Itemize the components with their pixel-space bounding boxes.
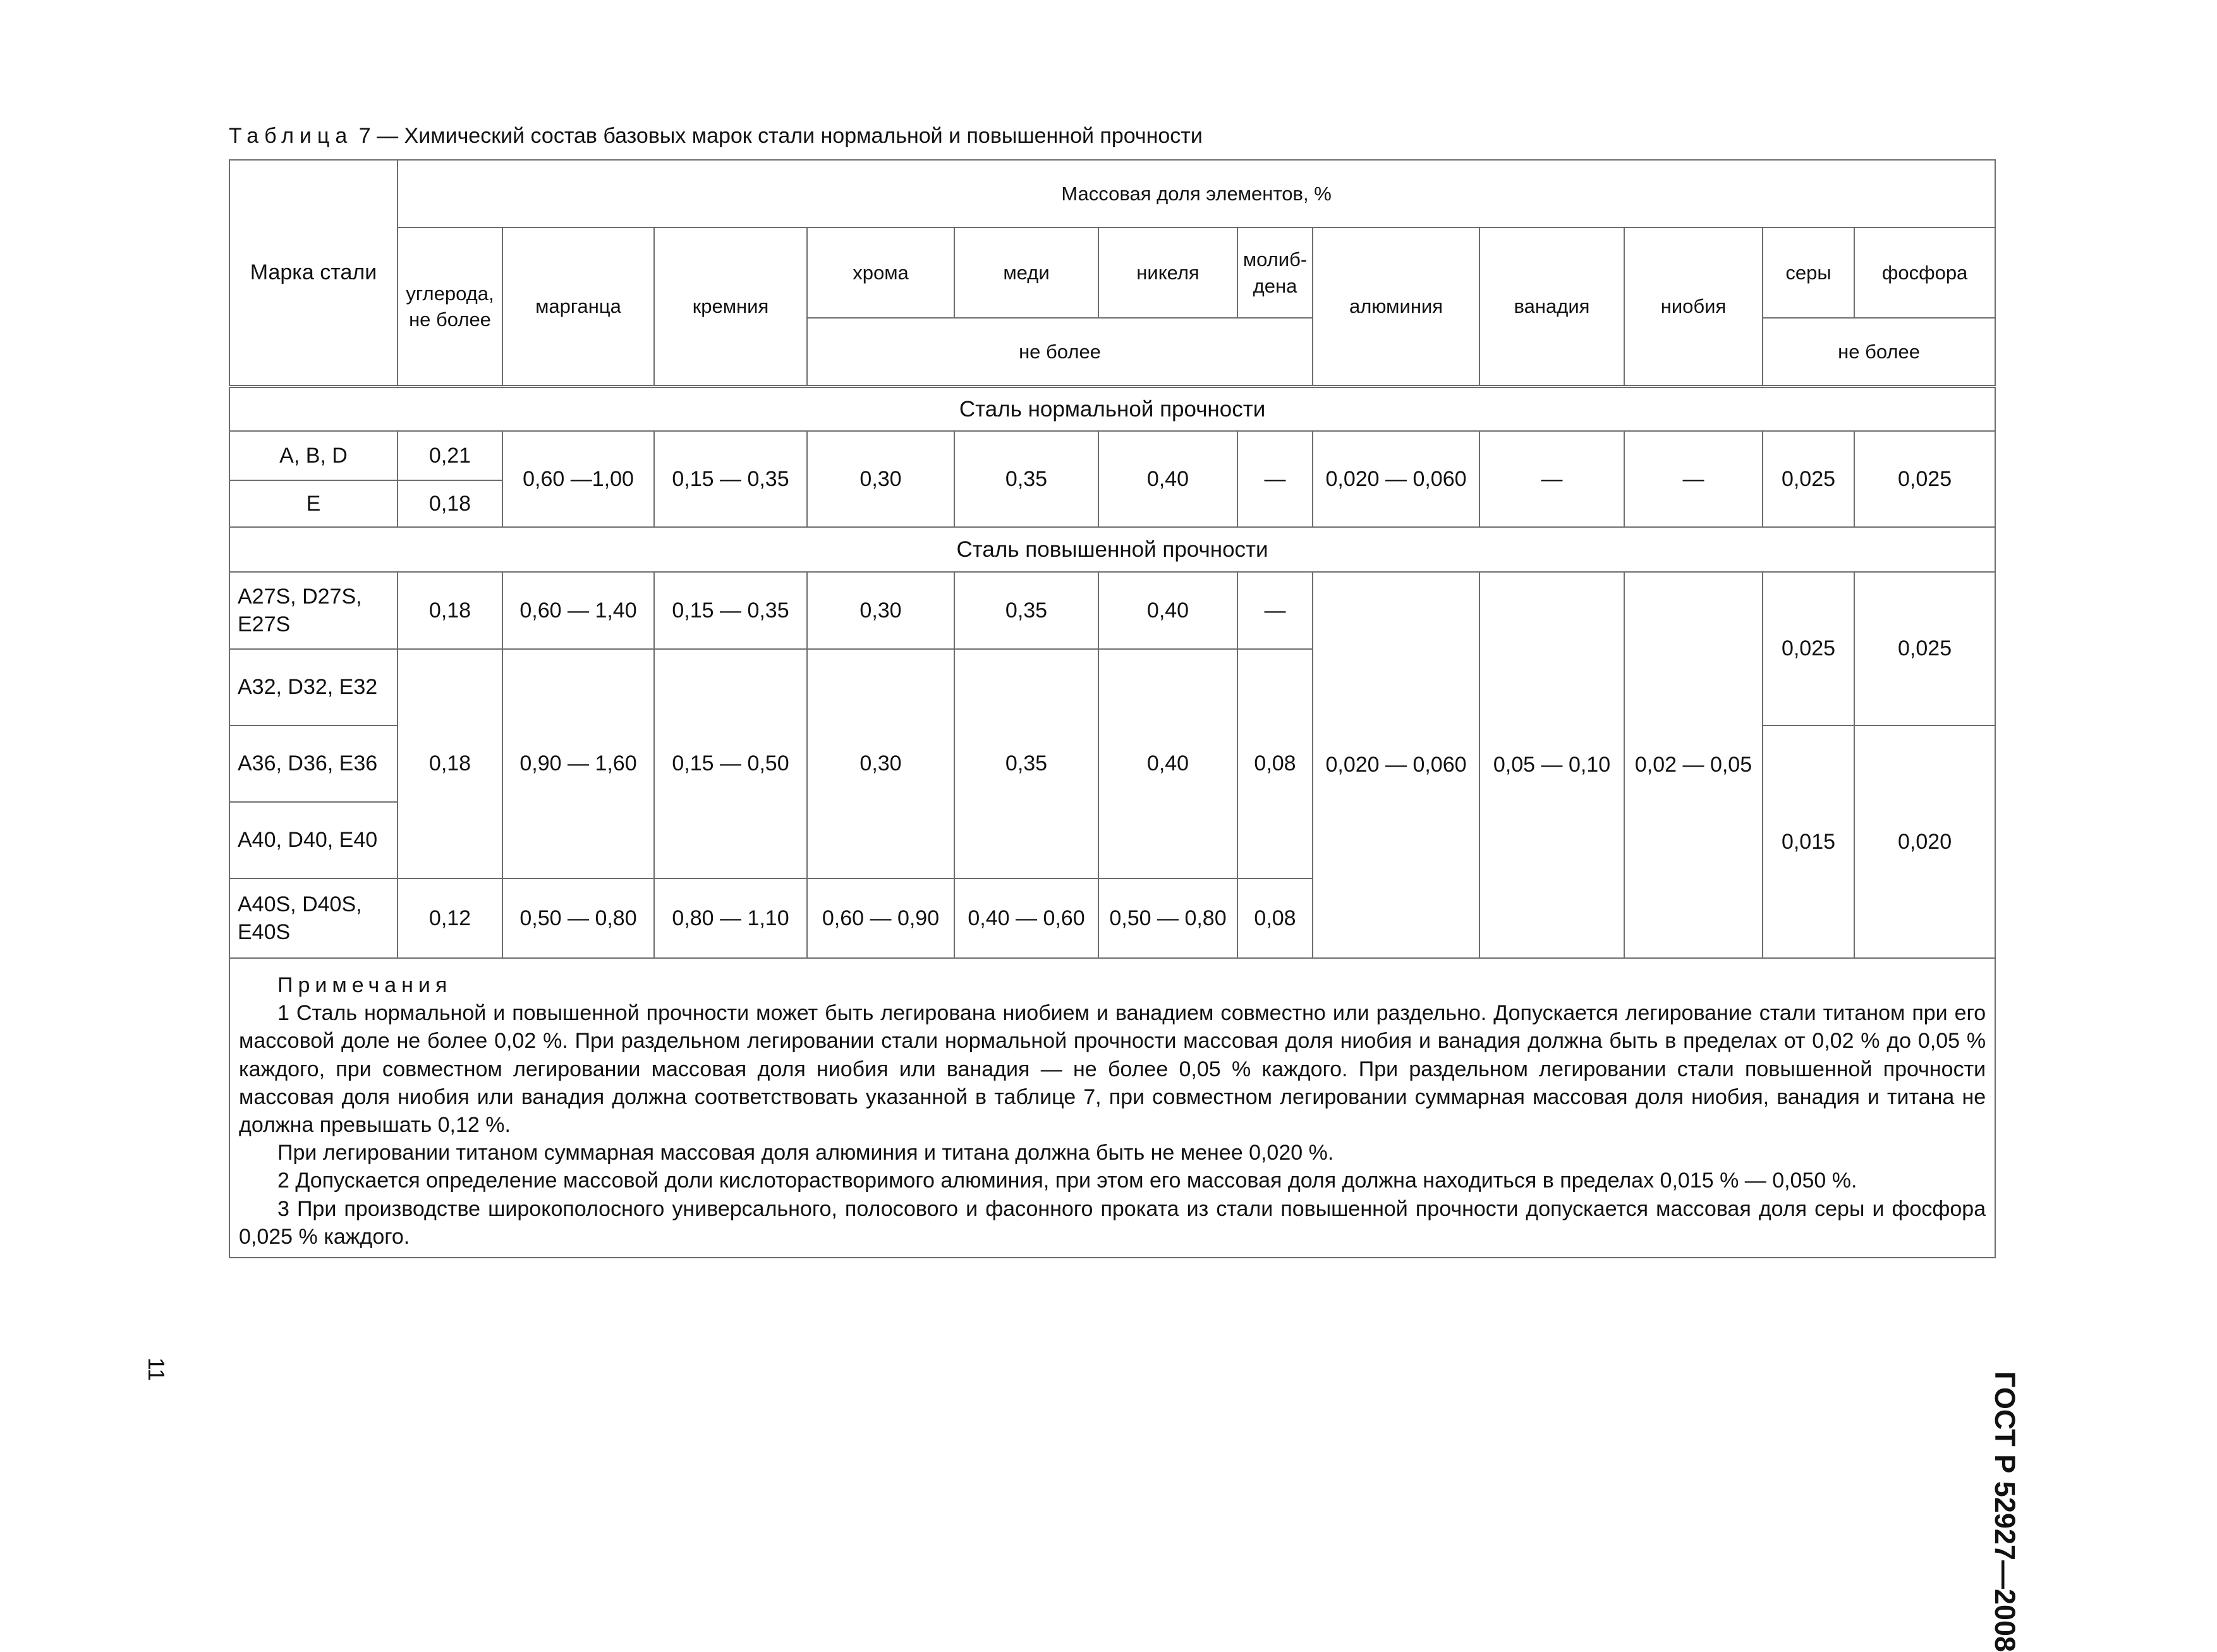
aluminium-cell: 0,020 — 0,060 — [1313, 572, 1479, 958]
notes-section — [229, 958, 1995, 1258]
header-nickel: никеля — [1098, 228, 1237, 318]
manganese-cell: 0,50 — 0,80 — [502, 878, 654, 958]
header-sulfur: серы — [1763, 228, 1854, 318]
table-caption — [229, 124, 1203, 149]
manganese-cell: 0,90 — 1,60 — [502, 649, 654, 878]
carbon-cell: 0,18 — [398, 572, 502, 649]
notes-title: Примечания — [277, 973, 453, 997]
grade-cell: E — [229, 480, 398, 527]
manganese-cell: 0,60 —1,00 — [502, 431, 654, 527]
note-2: 2 Допускается определение массовой доли кислоторастворимого алюминия, при этом его массовая доля должна находиться в пределах 0,015 % — 0,050 %. — [277, 1169, 1857, 1193]
caption-prefix: Таблица — [229, 124, 353, 148]
header-silicon: кремния — [654, 228, 807, 386]
grade-cell: A32, D32, E32 — [229, 649, 398, 726]
phosphorus-cell: 0,025 — [1854, 572, 1995, 726]
molybdenum-cell: 0,08 — [1237, 878, 1313, 958]
grade-cell: A40S, D40S, E40S — [229, 878, 398, 958]
nickel-cell: 0,50 — 0,80 — [1098, 878, 1237, 958]
header-chromium: хрома — [807, 228, 954, 318]
carbon-cell: 0,12 — [398, 878, 502, 958]
nickel-cell: 0,40 — [1098, 649, 1237, 878]
header-phosphorus: фосфора — [1854, 228, 1995, 318]
composition-table — [229, 159, 1996, 1258]
copper-cell: 0,35 — [954, 649, 1098, 878]
header-niobium: ниобия — [1624, 228, 1763, 386]
note-3: 3 При производстве широкополосного универсального, полосового и фасонного проката из стали повышенной прочности допускается массовая доля серы и фосфора 0,025 % каждого. — [239, 1196, 1986, 1249]
copper-cell: 0,35 — [954, 431, 1098, 527]
chromium-cell: 0,30 — [807, 649, 954, 878]
standard-designation: ГОСТ Р 52927—2008 — [1989, 1371, 2021, 1652]
header-copper: меди — [954, 228, 1098, 318]
copper-cell: 0,35 — [954, 572, 1098, 649]
vanadium-cell: 0,05 — 0,10 — [1479, 572, 1624, 958]
silicon-cell: 0,80 — 1,10 — [654, 878, 807, 958]
nickel-cell: 0,40 — [1098, 572, 1237, 649]
molybdenum-cell: 0,08 — [1237, 649, 1313, 878]
header-mass-fraction: Массовая доля элементов, % — [398, 160, 1995, 228]
vanadium-cell: — — [1479, 431, 1624, 527]
copper-cell: 0,40 — 0,60 — [954, 878, 1098, 958]
sulfur-cell: 0,025 — [1763, 572, 1854, 726]
header-manganese: марганца — [502, 228, 654, 386]
header-not-more: не более — [1763, 318, 1995, 386]
niobium-cell: — — [1624, 431, 1763, 527]
sulfur-cell: 0,015 — [1763, 726, 1854, 958]
carbon-cell: 0,18 — [398, 649, 502, 878]
grade-cell: A36, D36, E36 — [229, 726, 398, 802]
carbon-cell: 0,18 — [398, 480, 502, 527]
note-1-addendum: При легировании титаном суммарная массовая доля алюминия и титана должна быть не менее 0,020 %. — [277, 1141, 1334, 1165]
header-aluminium: алюминия — [1313, 228, 1479, 386]
grade-cell: A, B, D — [229, 431, 398, 480]
chromium-cell: 0,60 — 0,90 — [807, 878, 954, 958]
header-molybdenum: молиб-дена — [1237, 228, 1313, 318]
silicon-cell: 0,15 — 0,35 — [654, 572, 807, 649]
grade-cell: A27S, D27S, E27S — [229, 572, 398, 649]
nickel-cell: 0,40 — [1098, 431, 1237, 527]
header-grade: Марка стали — [229, 160, 398, 386]
chromium-cell: 0,30 — [807, 572, 954, 649]
silicon-cell: 0,15 — 0,50 — [654, 649, 807, 878]
phosphorus-cell: 0,020 — [1854, 726, 1995, 958]
header-vanadium: ванадия — [1479, 228, 1624, 386]
phosphorus-cell: 0,025 — [1854, 431, 1995, 527]
section-high-strength: Сталь повышенной прочности — [229, 527, 1995, 572]
header-carbon: углерода, не более — [398, 228, 502, 386]
molybdenum-cell: — — [1237, 431, 1313, 527]
section-normal-strength: Сталь нормальной прочности — [229, 386, 1995, 431]
sulfur-cell: 0,025 — [1763, 431, 1854, 527]
manganese-cell: 0,60 — 1,40 — [502, 572, 654, 649]
page-number: 11 — [143, 1357, 169, 1382]
niobium-cell: 0,02 — 0,05 — [1624, 572, 1763, 958]
grade-cell: A40, D40, E40 — [229, 802, 398, 878]
chromium-cell: 0,30 — [807, 431, 954, 527]
molybdenum-cell: — — [1237, 572, 1313, 649]
header-not-more: не более — [807, 318, 1313, 386]
aluminium-cell: 0,020 — 0,060 — [1313, 431, 1479, 527]
silicon-cell: 0,15 — 0,35 — [654, 431, 807, 527]
caption-text: 7 — Химический состав базовых марок стали нормальной и повышенной прочности — [353, 124, 1203, 148]
carbon-cell: 0,21 — [398, 431, 502, 480]
note-1: 1 Сталь нормальной и повышенной прочности может быть легирована ниобием и ванадием совместно или раздельно. Допускается легирование стали титаном при его массовой доле не более 0,02 %. При раздельном легировании стали нормальной прочности массовая доля ниобия и ванадия должна быть в пределах от 0,02 % до 0,05 % каждого, при совместном легировании массовая доля ниобия или ванадия — не более 0,05 % каждого. При раздельном легировании стали повышенной прочности массовая доля ниобия или ванадия должна соответствовать указанной в таблице 7, при совместном легировании суммарная массовая доля ниобия, ванадия и титана не должна превышать 0,12 %. — [239, 1001, 1986, 1137]
